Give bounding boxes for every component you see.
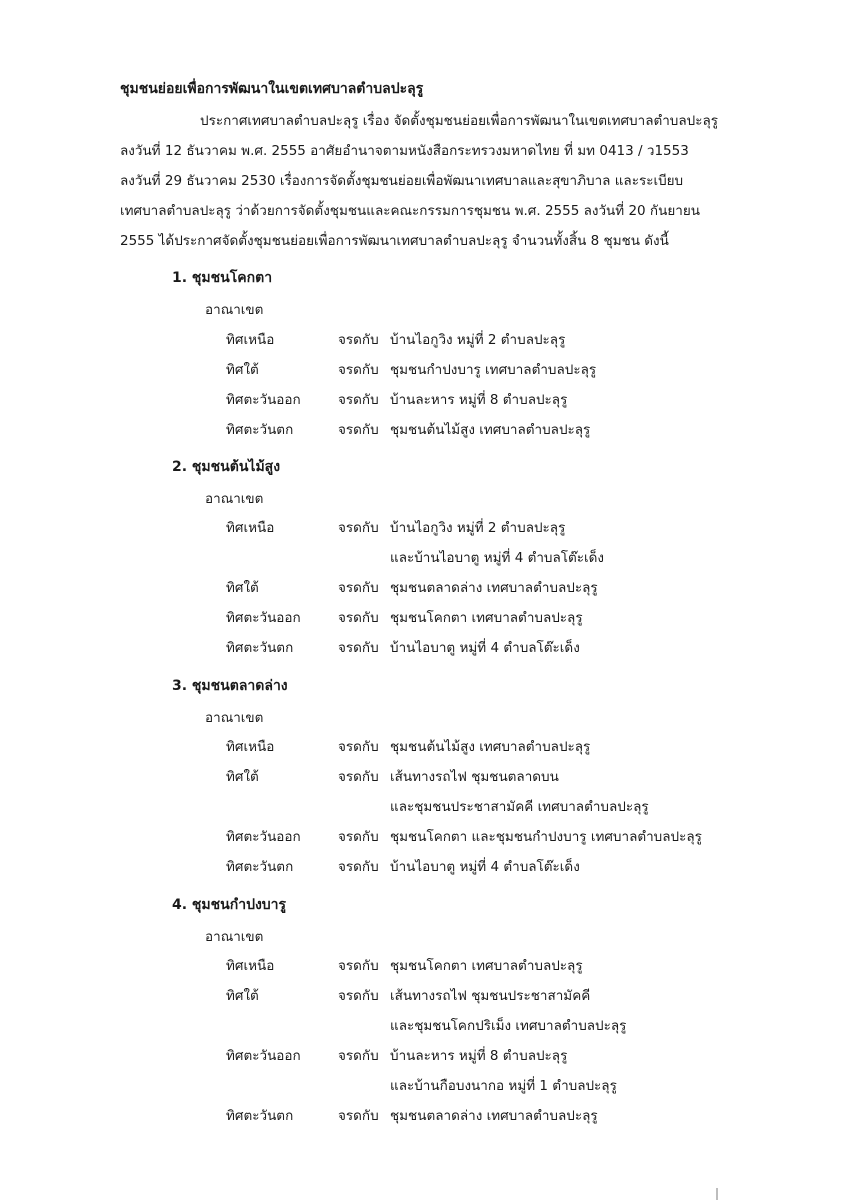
direction-label: ทิศเหนือ: [226, 958, 275, 974]
intro-line: ประกาศเทศบาลตำบลปะลุรู เรื่อง จัดตั้งชุมชนย่อยเพื่อการพัฒนาในเขตเทศบาลตำบลปะลุรู: [200, 113, 718, 129]
adjacent-label: จรดกับ: [338, 392, 379, 408]
adjacent-label: จรดกับ: [338, 859, 379, 875]
adjacent-label: จรดกับ: [338, 422, 379, 438]
direction-label: ทิศใต้: [226, 580, 259, 596]
boundary-text: และชุมชนโคกปริเม็ง เทศบาลตำบลปะลุรู: [390, 1018, 627, 1034]
intro-line: เทศบาลตำบลปะลุรู ว่าด้วยการจัดตั้งชุมชนและคณะกรรมการชุมชน พ.ศ. 2555 ลงวันที่ 20 กันยายน: [120, 203, 700, 219]
adjacent-label: จรดกับ: [338, 610, 379, 626]
boundary-text: บ้านละหาร หมู่ที่ 8 ตำบลปะลุรู: [390, 392, 568, 408]
intro-paragraph: [120, 106, 756, 256]
boundary-text: ชุมชนตลาดล่าง เทศบาลตำบลปะลุรู: [390, 580, 598, 596]
area-label: อาณาเขต: [205, 491, 264, 507]
adjacent-label: จรดกับ: [338, 640, 379, 656]
direction-label: ทิศเหนือ: [226, 739, 275, 755]
boundary-text: บ้านไอบาตู หมู่ที่ 4 ตำบลโต๊ะเด็ง: [390, 640, 580, 656]
adjacent-label: จรดกับ: [338, 332, 379, 348]
scan-mark: [716, 1188, 718, 1200]
intro-line: ลงวันที่ 12 ธันวาคม พ.ศ. 2555 อาศัยอำนาจตามหนังสือกระทรวงมหาดไทย ที่ มท 0413 / ว1553: [120, 143, 689, 159]
boundary-text: ชุมชนต้นไม้สูง เทศบาลตำบลปะลุรู: [390, 739, 591, 755]
boundary-text: ชุมชนโคกตา เทศบาลตำบลปะลุรู: [390, 958, 583, 974]
direction-label: ทิศใต้: [226, 362, 259, 378]
boundary-text: บ้านละหาร หมู่ที่ 8 ตำบลปะลุรู: [390, 1048, 568, 1064]
adjacent-label: จรดกับ: [338, 829, 379, 845]
intro-line: 2555 ได้ประกาศจัดตั้งชุมชนย่อยเพื่อการพัฒนาเทศบาลตำบลปะลุรู จำนวนทั้งสิ้น 8 ชุมชน ดังนี้: [120, 233, 669, 249]
boundary-text: ชุมชนกำปงบารู เทศบาลตำบลปะลุรู: [390, 362, 597, 378]
document-title: ชุมชนย่อยเพื่อการพัฒนาในเขตเทศบาลตำบลปะลุรู: [120, 81, 424, 97]
section-heading: 4. ชุมชนกำปงบารู: [172, 897, 287, 913]
direction-label: ทิศตะวันตก: [226, 1108, 294, 1124]
section-heading: 3. ชุมชนตลาดล่าง: [172, 678, 288, 694]
boundary-text: และบ้านไอบาตู หมู่ที่ 4 ตำบลโต๊ะเด็ง: [390, 550, 605, 566]
boundary-text: และบ้านกือบงนากอ หมู่ที่ 1 ตำบลปะลุรู: [390, 1078, 617, 1094]
boundary-text: บ้านไอกูวิง หมู่ที่ 2 ตำบลปะลุรู: [390, 520, 566, 536]
adjacent-label: จรดกับ: [338, 362, 379, 378]
boundary-text: และชุมชนประชาสามัคคี เทศบาลตำบลปะลุรู: [390, 799, 649, 815]
section-heading: 1. ชุมชนโคกตา: [172, 270, 273, 286]
boundary-text: บ้านไอบาตู หมู่ที่ 4 ตำบลโต๊ะเด็ง: [390, 859, 580, 875]
adjacent-label: จรดกับ: [338, 580, 379, 596]
direction-label: ทิศตะวันออก: [226, 829, 301, 845]
direction-label: ทิศตะวันตก: [226, 422, 294, 438]
boundary-text: ชุมชนตลาดล่าง เทศบาลตำบลปะลุรู: [390, 1108, 598, 1124]
direction-label: ทิศตะวันออก: [226, 392, 301, 408]
direction-label: ทิศตะวันตก: [226, 859, 294, 875]
adjacent-label: จรดกับ: [338, 958, 379, 974]
boundary-text: ชุมชนโคกตา เทศบาลตำบลปะลุรู: [390, 610, 583, 626]
boundary-text: เส้นทางรถไฟ ชุมชนประชาสามัคคี: [390, 988, 591, 1004]
area-label: อาณาเขต: [205, 710, 264, 726]
direction-label: ทิศใต้: [226, 769, 259, 785]
section-heading: 2. ชุมชนต้นไม้สูง: [172, 459, 281, 475]
direction-label: ทิศใต้: [226, 988, 259, 1004]
adjacent-label: จรดกับ: [338, 739, 379, 755]
boundary-text: ชุมชนโคกตา และชุมชนกำปงบารู เทศบาลตำบลปะลุรู: [390, 829, 702, 845]
boundary-text: ชุมชนต้นไม้สูง เทศบาลตำบลปะลุรู: [390, 422, 591, 438]
direction-label: ทิศตะวันออก: [226, 610, 301, 626]
direction-label: ทิศเหนือ: [226, 332, 275, 348]
direction-label: ทิศตะวันออก: [226, 1048, 301, 1064]
direction-label: ทิศตะวันตก: [226, 640, 294, 656]
adjacent-label: จรดกับ: [338, 1108, 379, 1124]
boundary-text: บ้านไอกูวิง หมู่ที่ 2 ตำบลปะลุรู: [390, 332, 566, 348]
area-label: อาณาเขต: [205, 302, 264, 318]
adjacent-label: จรดกับ: [338, 1048, 379, 1064]
direction-label: ทิศเหนือ: [226, 520, 275, 536]
adjacent-label: จรดกับ: [338, 769, 379, 785]
area-label: อาณาเขต: [205, 929, 264, 945]
adjacent-label: จรดกับ: [338, 520, 379, 536]
boundary-text: เส้นทางรถไฟ ชุมชนตลาดบน: [390, 769, 559, 785]
adjacent-label: จรดกับ: [338, 988, 379, 1004]
intro-line: ลงวันที่ 29 ธันวาคม 2530 เรื่องการจัดตั้งชุมชนย่อยเพื่อพัฒนาเทศบาลและสุขาภิบาล และระเบียบ: [120, 173, 684, 189]
